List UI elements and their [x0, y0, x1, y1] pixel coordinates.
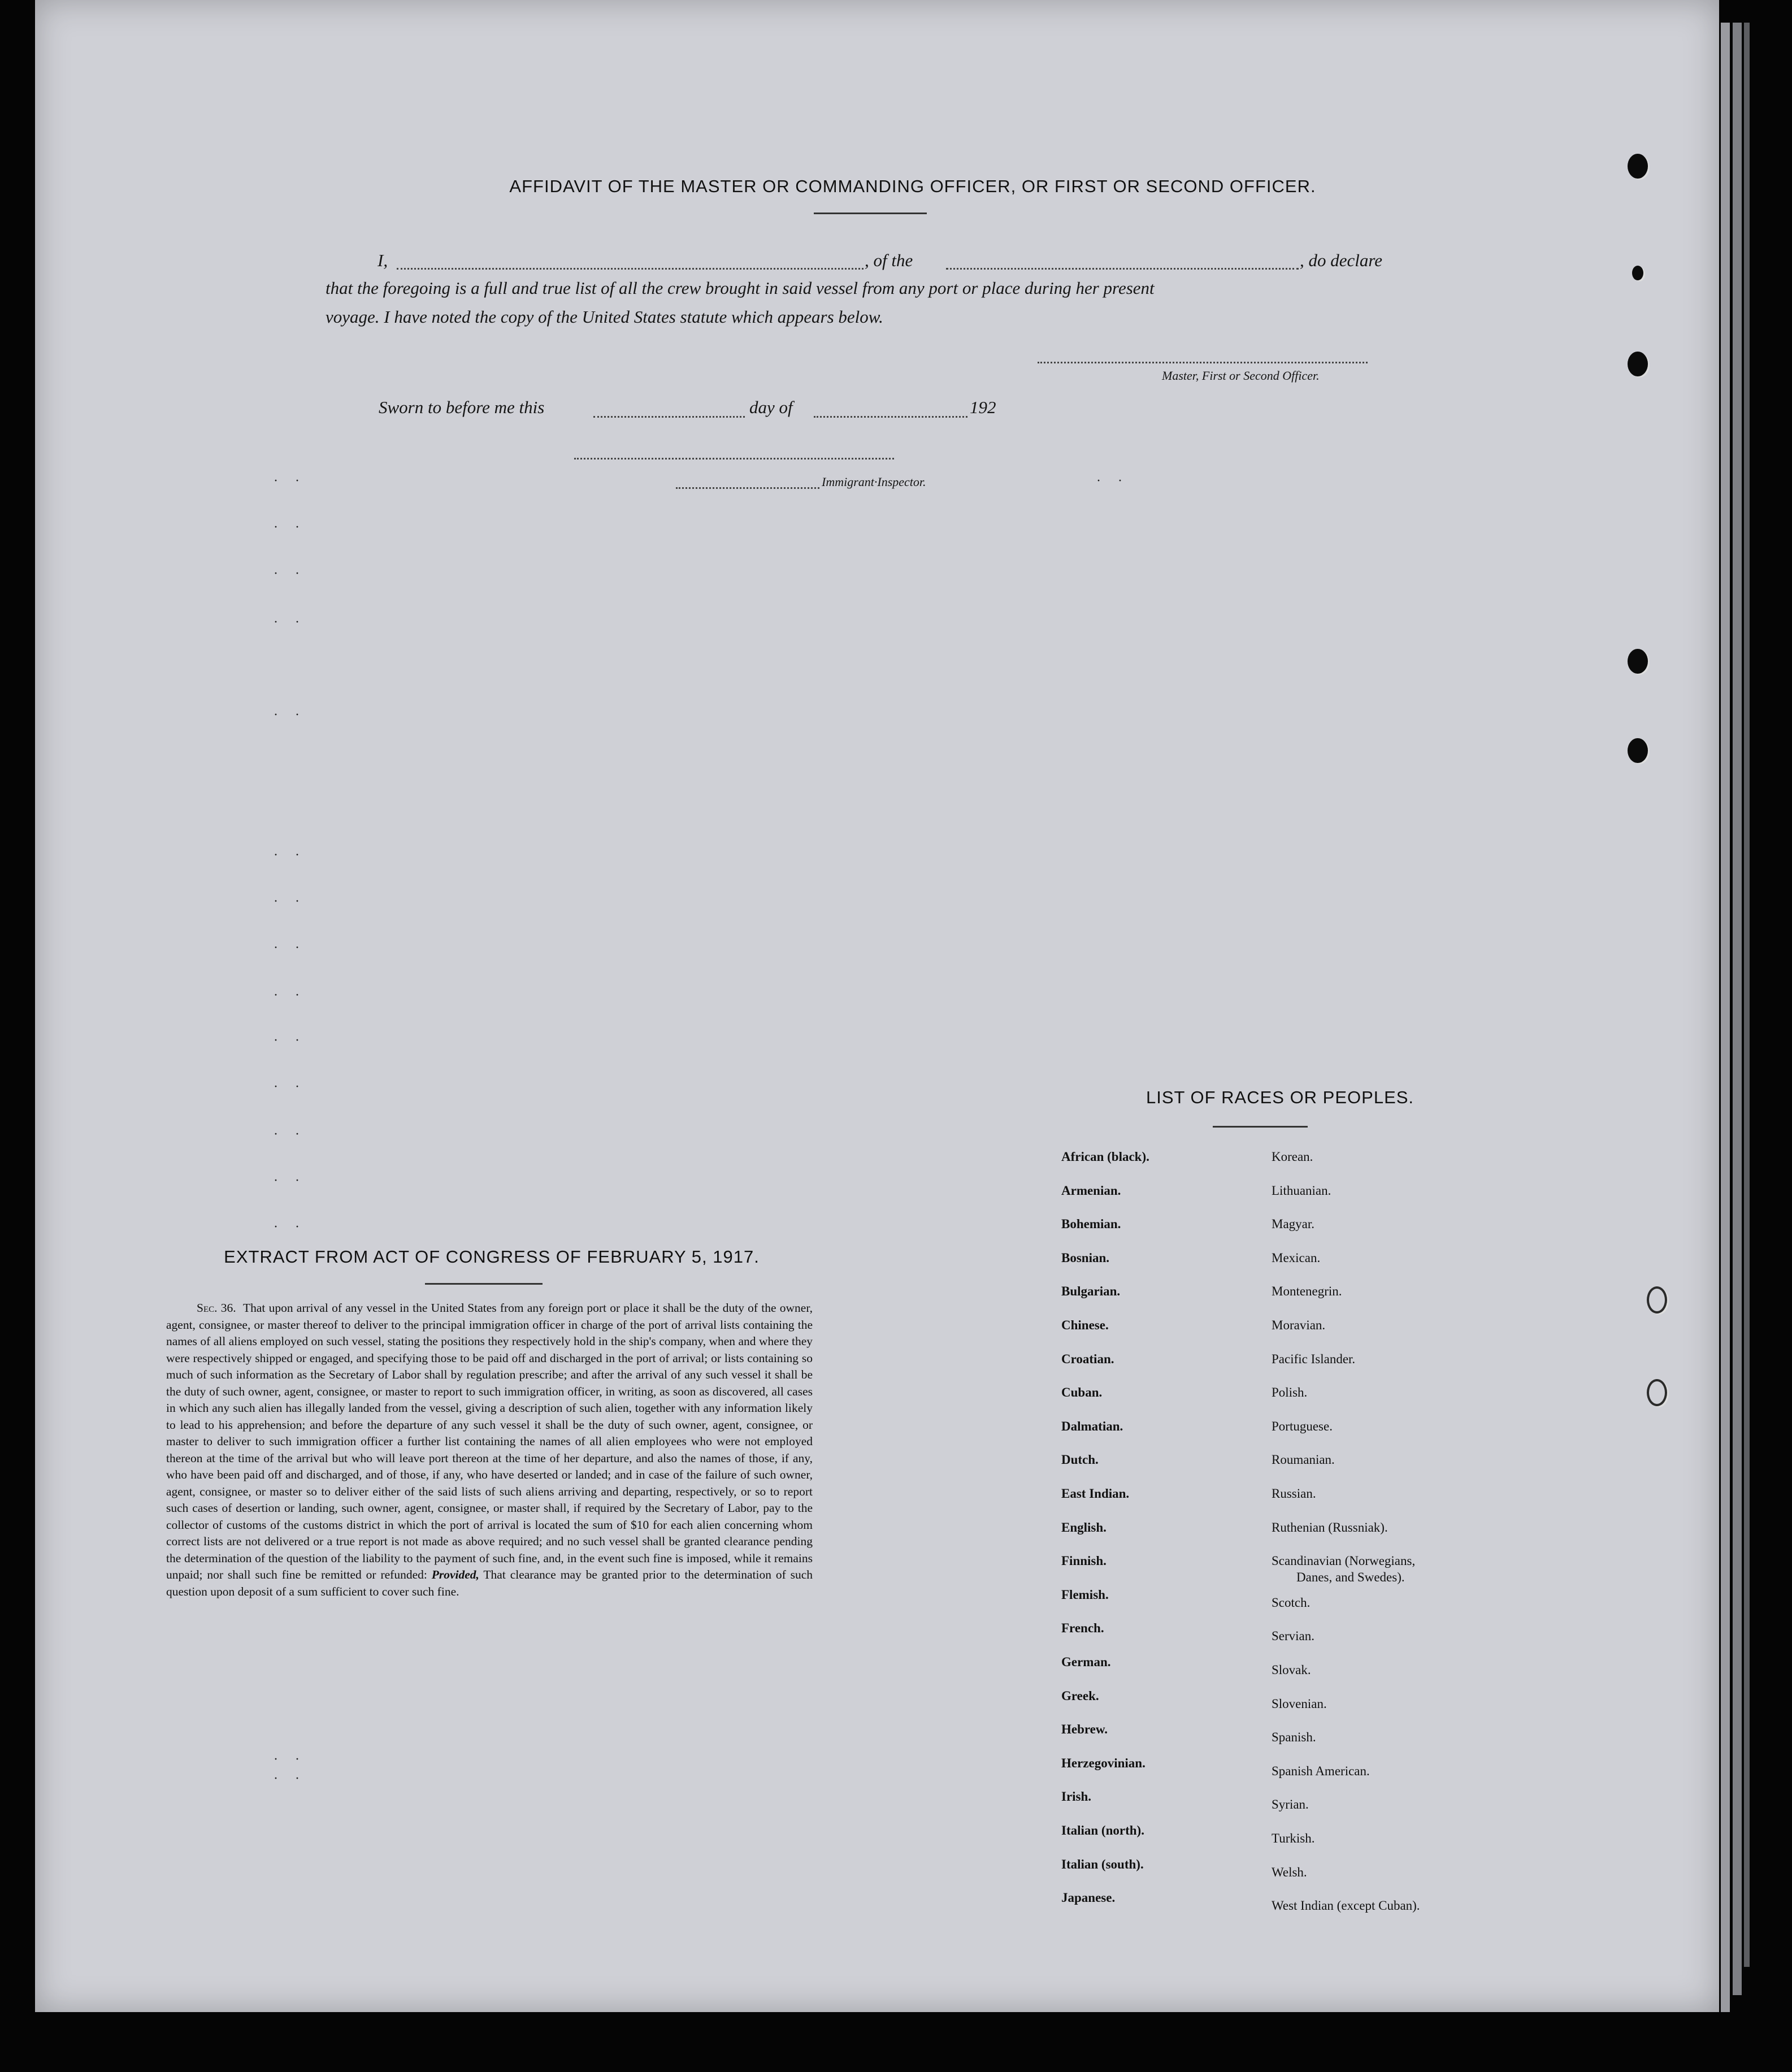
sworn-prefix: Sworn to before me this: [379, 397, 545, 417]
race-item: Herzegovinian.: [1061, 1755, 1146, 1770]
race-item: Italian (north).: [1061, 1823, 1144, 1837]
race-item: Finnish.: [1061, 1554, 1107, 1568]
race-item: German.: [1061, 1655, 1111, 1669]
race-item: Hebrew.: [1061, 1722, 1108, 1737]
margin-mark: · ·: [274, 894, 306, 909]
race-item: Japanese.: [1061, 1891, 1116, 1905]
signature-label: Master, First or Second Officer.: [1162, 369, 1320, 383]
binder-hole-icon: [1632, 266, 1643, 280]
race-item: Slovak.: [1272, 1663, 1311, 1677]
binder-hole-icon: [1647, 1379, 1667, 1406]
race-item: African (black).: [1061, 1150, 1149, 1164]
binder-hole-icon: [1628, 649, 1648, 674]
race-item: Roumanian.: [1272, 1453, 1335, 1467]
race-item: Moravian.: [1272, 1318, 1326, 1332]
race-item: Dutch.: [1061, 1453, 1099, 1467]
binder-hole-icon: [1628, 154, 1648, 179]
race-item: Turkish.: [1272, 1831, 1315, 1845]
margin-mark: · ·: [274, 1173, 306, 1188]
race-item: Servian.: [1272, 1629, 1315, 1644]
margin-mark: · ·: [274, 1033, 306, 1048]
sworn-year: 192: [970, 397, 996, 417]
name-field-line: [397, 268, 864, 270]
extract-title: EXTRACT FROM ACT OF CONGRESS OF FEBRUARY 5, 1917.: [224, 1247, 760, 1267]
race-item: Lithuanian.: [1272, 1183, 1331, 1198]
margin-mark: · ·: [1096, 474, 1129, 488]
race-item: Croatian.: [1061, 1351, 1114, 1366]
race-item: Flemish.: [1061, 1587, 1109, 1602]
races-title: LIST OF RACES OR PEOPLES.: [1146, 1087, 1414, 1107]
race-item: Dalmatian.: [1061, 1419, 1123, 1433]
race-item: Italian (south).: [1061, 1857, 1144, 1871]
page-edge: [1733, 23, 1742, 1995]
page-edge: [1744, 23, 1750, 1967]
section-label: Sec. 36.: [197, 1301, 236, 1315]
race-item: Armenian.: [1061, 1183, 1121, 1198]
race-item: Spanish American.: [1272, 1763, 1370, 1778]
race-item: West Indian (except Cuban).: [1272, 1898, 1420, 1913]
race-item: Bulgarian.: [1061, 1284, 1121, 1299]
title-rule: [814, 213, 927, 214]
binder-hole-icon: [1628, 352, 1648, 376]
margin-mark: · ·: [274, 1771, 306, 1786]
proviso-tail: That clearance may be granted prior to the determination of such question upon deposit of a sum sufficient to cover such fine.: [166, 1568, 813, 1598]
affidavit-i: I,: [378, 250, 388, 270]
margin-mark: · ·: [274, 940, 306, 955]
race-item: Russian.: [1272, 1486, 1316, 1501]
races-rule: [1213, 1126, 1308, 1128]
inspector-label: Immigrant·Inspector.: [822, 475, 926, 489]
sworn-day-of: day of: [749, 397, 793, 417]
race-item: Bohemian.: [1061, 1217, 1121, 1232]
binder-hole-icon: [1628, 738, 1648, 763]
race-item: Scandinavian (Norwegians,: [1272, 1554, 1416, 1568]
race-item: Montenegrin.: [1272, 1284, 1342, 1299]
inspector-signature-line: [574, 458, 894, 460]
vessel-field-line: [946, 268, 1299, 270]
affidavit-declare: , do declare: [1300, 250, 1383, 270]
race-item: Polish.: [1272, 1385, 1308, 1400]
affidavit-title: AFFIDAVIT OF THE MASTER OR COMMANDING OFFICER, OR FIRST OR SECOND OFFICER.: [509, 176, 1316, 196]
race-item: Ruthenian (Russniak).: [1272, 1520, 1388, 1535]
race-item: Korean.: [1272, 1150, 1313, 1164]
margin-mark: · ·: [274, 615, 306, 630]
race-item: Bosnian.: [1061, 1250, 1110, 1265]
extract-rule: [425, 1283, 543, 1285]
race-item: Mexican.: [1272, 1250, 1321, 1265]
proviso-word: Provided,: [431, 1568, 479, 1581]
margin-mark: · ·: [274, 1220, 306, 1234]
margin-mark: · ·: [274, 1127, 306, 1142]
month-field-line: [814, 416, 967, 418]
affidavit-line-3: voyage. I have noted the copy of the United States statute which appears below.: [326, 307, 883, 327]
inspector-prefix-line: [676, 487, 819, 489]
day-field-line: [593, 416, 745, 418]
page-edge: [1721, 23, 1730, 2012]
race-item: French.: [1061, 1621, 1104, 1636]
signature-line: [1038, 362, 1368, 363]
race-item: Syrian.: [1272, 1797, 1309, 1812]
race-item: Welsh.: [1272, 1865, 1307, 1879]
margin-mark: · ·: [274, 708, 306, 722]
margin-mark: · ·: [274, 1080, 306, 1094]
race-item: Irish.: [1061, 1789, 1092, 1804]
margin-mark: · ·: [274, 474, 306, 488]
binder-hole-icon: [1647, 1286, 1667, 1314]
race-item: Pacific Islander.: [1272, 1351, 1356, 1366]
margin-mark: · ·: [274, 988, 306, 1003]
race-item: English.: [1061, 1520, 1107, 1535]
race-item: Cuban.: [1061, 1385, 1103, 1400]
margin-mark: · ·: [274, 1752, 306, 1767]
race-item: East Indian.: [1061, 1486, 1130, 1501]
margin-mark: · ·: [274, 566, 306, 581]
affidavit-of-the: , of the: [865, 250, 913, 270]
race-item: Magyar.: [1272, 1217, 1315, 1232]
race-item: Chinese.: [1061, 1318, 1109, 1332]
race-item: Greek.: [1061, 1688, 1099, 1703]
race-item: Spanish.: [1272, 1730, 1316, 1745]
document-page: [35, 0, 1719, 2012]
race-item: Scotch.: [1272, 1595, 1311, 1610]
race-item: Portuguese.: [1272, 1419, 1333, 1433]
race-item: Danes, and Swedes).: [1296, 1570, 1405, 1584]
affidavit-line-2: that the foregoing is a full and true list of all the crew brought in said vessel from any port or place during her present: [326, 278, 1155, 298]
statute-text: [166, 1300, 813, 1600]
statute-body: That upon arrival of any vessel in the United States from any foreign port or place it shall be the duty of the owner, agent, consignee, or master thereof to deliver to the principal immigration officer in charge of the port of arrival lists containing the names of all aliens employed on such vessel, stating the positions they respectively hold in the ship's company, when and where they were respectively shipped or engaged, and specifying those to be paid off and discharged in the port of arrival; or lists containing so much of such information as the Secretary of Labor shall by regulation prescribe; and after the arrival of any such vessel it shall be the duty of such owner, agent, consignee, or master to report to such immigration officer, in writing, as soon as discovered, all cases in which any such alien has illegally landed from the vessel, giving a description of such alien, together with any information likely to lead to his apprehension; and before the departure of any such vessel it shall be the duty of such owner, agent, consignee, or master to deliver to such immigration officer a further list containing the names of all alien employees who were not employed thereon at the time of the arrival but who will leave port thereon at the time of her departure, and also the names of those, if any, who have been paid off and discharged, and of those, if any, who have deserted or landed; and in case of the failure of such owner, agent, consignee, or master so to deliver either of the said lists of such aliens arriving and departing, respectively, or so to report such cases of desertion or landing, such owner, agent, consignee, or master shall, if required by the Secretary of Labor, pay to the collector of customs of the customs district in which the port of arrival is located the sum of $10 for each alien concerning whom correct lists are not delivered or a true report is not made as above required; and no such vessel shall be granted clearance pending the determination of the question of the liability to the payment of such fine, and, in the event such fine is imposed, while it remains unpaid; nor shall such fine be remitted or refunded:: [166, 1301, 813, 1581]
margin-mark: · ·: [274, 520, 306, 535]
margin-mark: · ·: [274, 848, 306, 862]
race-item: Slovenian.: [1272, 1696, 1327, 1711]
